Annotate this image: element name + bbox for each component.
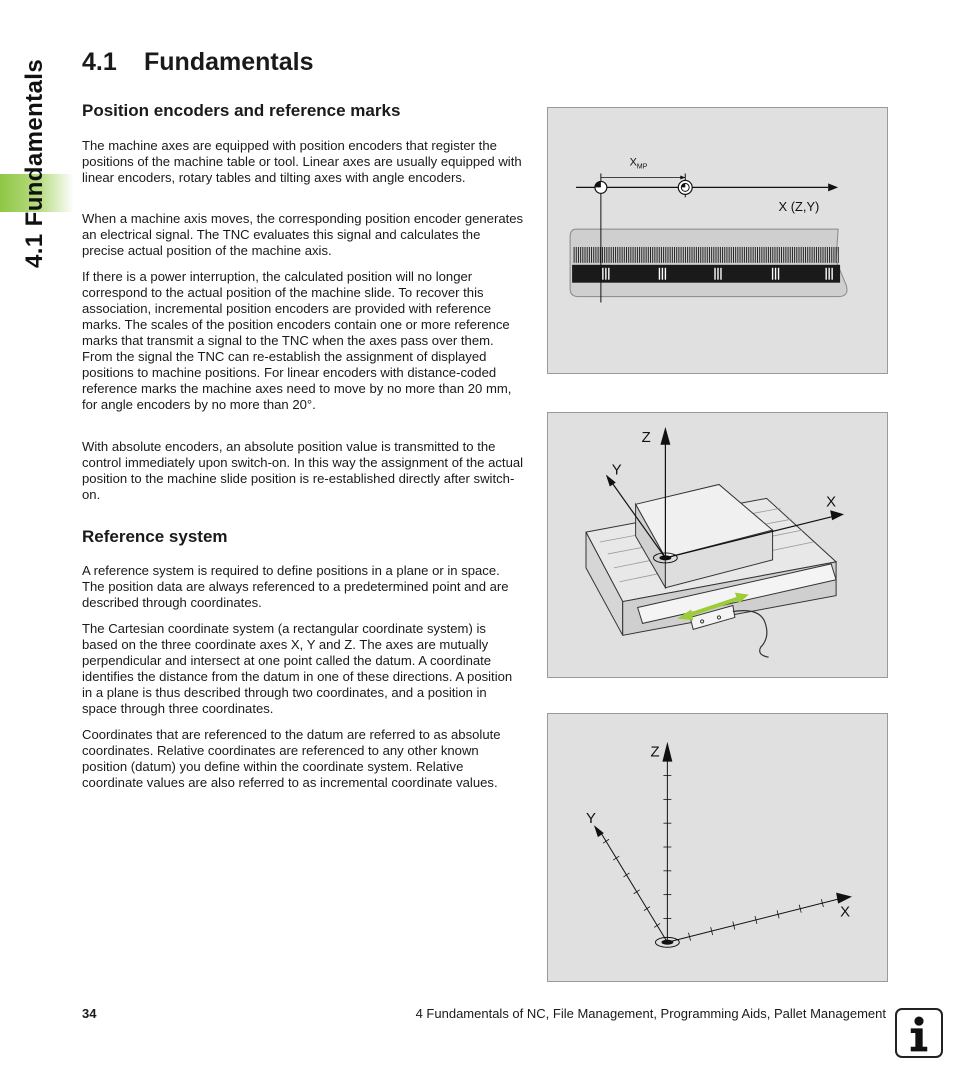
page-number: 34 bbox=[82, 1006, 97, 1021]
paragraph: Coordinates that are referenced to the datum are referred to as absolute coordinates. Relative coordinates are referenced to any other known position (datum) you define within the coordinate system. Relative coordinate values are also referred to as incremental coordinate values. bbox=[82, 727, 501, 790]
chapter-number: 4.1 bbox=[82, 48, 117, 76]
chapter-title bbox=[82, 46, 313, 78]
machine-diagram bbox=[548, 413, 887, 677]
axis-label-x: X bbox=[826, 494, 837, 511]
axis-label-z: Z bbox=[641, 429, 651, 446]
axis-ticks bbox=[603, 776, 823, 941]
paragraph: With absolute encoders, an absolute position value is transmitted to the control immediately upon switch-on. In this way the assignment of the actual position to the machine slide position is re-established directly after switch-on. bbox=[82, 439, 524, 502]
axis-label-z: Z bbox=[650, 744, 660, 761]
chapter-name: Fundamentals bbox=[144, 48, 314, 76]
axis-label-x-zy: X (Z,Y) bbox=[778, 199, 820, 215]
encoder-diagram bbox=[548, 108, 887, 373]
axis-label-x: X bbox=[840, 904, 851, 921]
reference-track bbox=[572, 265, 840, 283]
side-tab-label bbox=[20, 58, 50, 269]
paragraph: The Cartesian coordinate system (a rectangular coordinate system) is based on the three coordinate axes X, Y and Z. The axes are mutually perpendicular and intersect at one point called the datum. A coordinate identifies the distance from the datum in one of these directions. A position in a plane is thus described through two coordinates, and a position in space through three coordinates. bbox=[82, 621, 513, 716]
side-tab-text: 4.1 Fundamentals bbox=[21, 58, 48, 268]
datum-symbol bbox=[595, 181, 607, 193]
axis-label-y: Y bbox=[611, 462, 622, 479]
paragraph: If there is a power interruption, the calculated position will no longer correspond to the actual position of the machine slide. To recover this association, incremental position encoders are provided with reference marks. The scales of the position encoders contain one or more reference marks that transmit a signal to the TNC when the axes pass over them. From the signal the TNC can re-establish the assignment of displayed positions to machine positions. For linear encoders with distance-coded reference marks the machine axes need to move by no more than 20 mm, for angle encoders by no more than 20°. bbox=[82, 269, 512, 412]
figure-machine-table bbox=[547, 412, 888, 678]
paragraph: A reference system is required to define positions in a plane or in space. The position data are always referenced to a predetermined point and are described through coordinates. bbox=[82, 563, 509, 610]
section-heading-reference-system: Reference system bbox=[82, 527, 228, 546]
xmp-label: $X_{MP}$ bbox=[629, 156, 648, 171]
paragraph: When a machine axis moves, the corresponding position encoder generates an electrical signal. The TNC evaluates this signal and calculates the precise actual position of the machine axis. bbox=[82, 211, 524, 258]
axes-diagram bbox=[548, 714, 887, 981]
paragraph: The machine axes are equipped with position encoders that register the positions of the machine table or tool. Linear axes are usually equipped with linear encoders, rotary tables and tilting axes with angle encoders. bbox=[82, 138, 522, 185]
figure-cartesian-axes bbox=[547, 713, 888, 982]
reference-point-symbol bbox=[678, 180, 692, 194]
section-heading-position-encoders: Position encoders and reference marks bbox=[82, 101, 401, 120]
footer-chapter-text: 4 Fundamentals of NC, File Management, Programming Aids, Pallet Management bbox=[415, 1006, 886, 1021]
figure-encoder-scale bbox=[547, 107, 888, 374]
info-icon bbox=[895, 1008, 943, 1058]
axis-label-y: Y bbox=[585, 811, 596, 828]
